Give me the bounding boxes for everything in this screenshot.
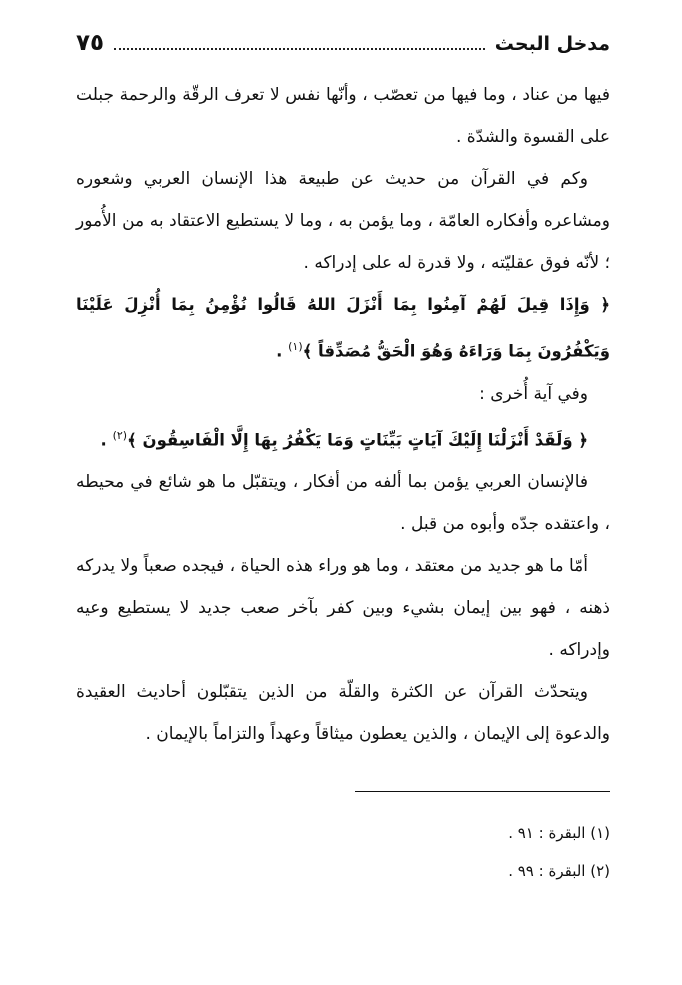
dotted-leader	[114, 36, 485, 50]
quran-verse-2	[76, 415, 610, 462]
footnote-2: (٢) البقرة : ٩٩ .	[508, 862, 610, 880]
paragraph-4: فالإنسان العربي يؤمن بما ألفه من أفكار ، ويتقبّل ما هو شائع في محيطه ، واعتقده جدّه وأبوه من قبل .	[76, 472, 610, 534]
paragraph-6: ويتحدّث القرآن عن الكثرة والقلّة من الذين يتقبّلون أحاديث العقيدة والدعوة إلى الإيمان ، والذين يعطون ميثاقاً وعهداً والتزاماً بالإيمان .	[76, 682, 610, 744]
verse-1-end: .	[276, 341, 289, 361]
verse-1-text: ﴿ وَإِذَا قِيلَ لَهُمْ آمِنُوا بِمَا أَنْزَلَ اللهُ قَالُوا نُؤْمِنُ بِمَا أُنْزِلَ عَلَيْنَا وَيَكْفُرُونَ بِمَا وَرَاءَهُ وَهُوَ الْحَقُّ مُصَدِّقاً ﴾	[76, 295, 610, 361]
footnote-1: (١) البقرة : ٩١ .	[508, 824, 610, 842]
footnote-ref-2: (٢)	[112, 428, 128, 442]
paragraph-2: وكم في القرآن من حديث عن طبيعة هذا الإنسان العربي وشعوره ومشاعره وأفكاره العامّة ، وما يؤمن به ، وما لا يستطيع الاعتقاد به من الأُمور ؛ لأنّه فوق عقليّته ، ولا قدرة له على إدراكه .	[76, 169, 610, 273]
footnote-ref-1: (١)	[288, 340, 303, 353]
running-header	[76, 30, 610, 56]
footnote-separator	[355, 791, 610, 792]
paragraph-3: وفي آية أُخرى :	[479, 383, 588, 404]
body-text	[76, 74, 610, 755]
footnotes	[76, 814, 610, 890]
paragraph-5: أمّا ما هو جديد من معتقد ، وما هو وراء هذه الحياة ، فيجده صعباً ولا يدركه ذهنه ، فهو بين إيمان بشيء وبين كفر بآخر صعب جديد لا يستطيع وعيه وإدراكه .	[76, 556, 610, 660]
chapter-title: مدخل البحث	[494, 33, 610, 55]
paragraph-1: فيها من عناد ، وما فيها من تعصّب ، وأنّها نفس لا تعرف الرقّة والرحمة جبلت على القسوة والشدّة .	[76, 85, 610, 147]
verse-2-end: .	[100, 430, 113, 449]
verse-2-text: ﴿ وَلَقَدْ أَنْزَلْنَا إِلَيْكَ آيَاتٍ بَيِّنَاتٍ وَمَا يَكْفُرُ بِهَا إِلَّا الْفَاسِقُونَ ﴾	[127, 430, 588, 449]
page-number: ٧٥	[76, 30, 105, 56]
quran-verse-1	[76, 284, 610, 373]
